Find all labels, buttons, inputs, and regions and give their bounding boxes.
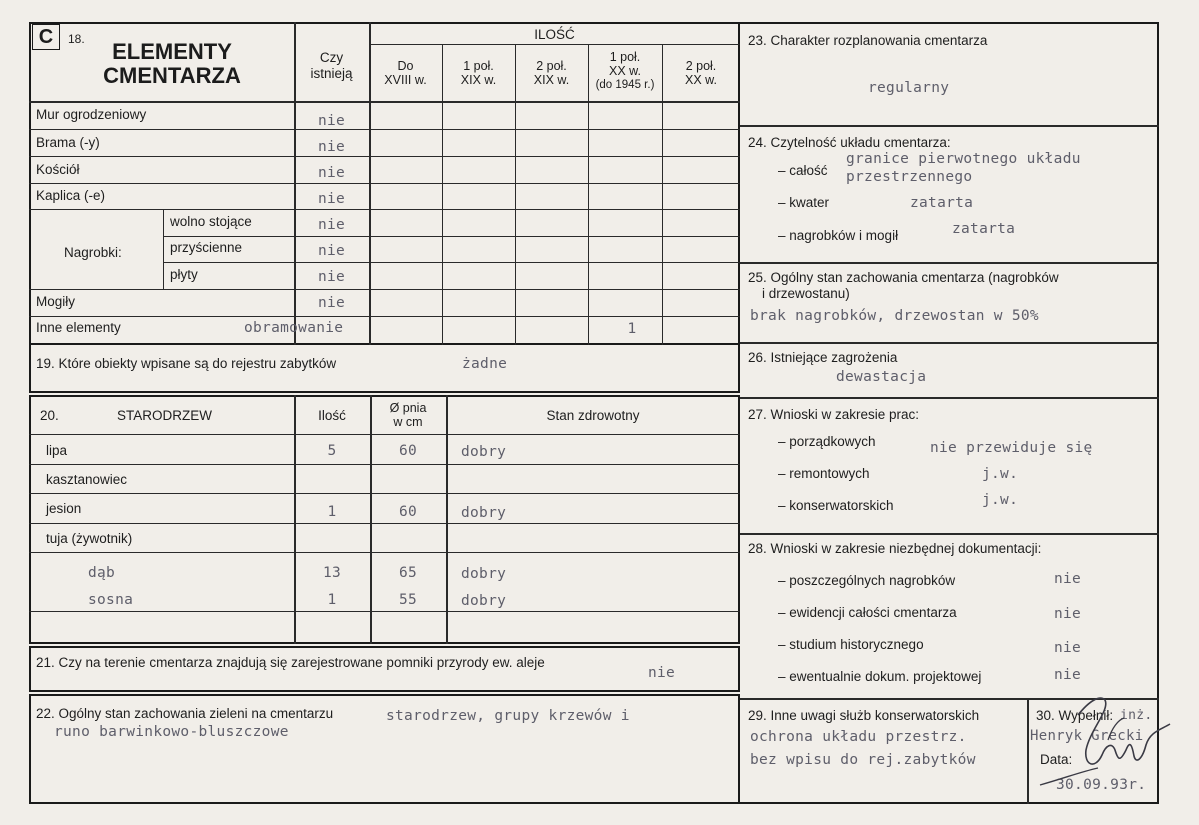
- section-29-label: 29. Inne uwagi służb konserwatorskich: [748, 708, 980, 723]
- section-27-label: 27. Wnioski w zakresie prac:: [748, 407, 920, 422]
- row-label-graves: Mogiły: [36, 294, 76, 309]
- value-freestanding: nie: [317, 217, 346, 233]
- value-other-qty: 1: [627, 321, 637, 337]
- qty-col-header-5: [662, 59, 740, 87]
- tree-health: dobry: [461, 444, 507, 460]
- section-19-value: żadne: [462, 356, 508, 372]
- row-label-freestanding: wolno stojące: [170, 214, 252, 229]
- section-28-label: 28. Wnioski w zakresie niezbędnej dokumentacji:: [748, 541, 1042, 556]
- tree-count: 1: [327, 504, 337, 520]
- col-exists-header: [294, 50, 369, 82]
- value-slabs: nie: [317, 269, 346, 285]
- col-exists-line-2: istnieją: [310, 66, 353, 81]
- value-church: nie: [317, 165, 346, 181]
- section-28-item-value: nie: [1054, 571, 1082, 587]
- section-24-item-value-2: przestrzennego: [846, 169, 973, 185]
- section-29-value-2: bez wpisu do rej.zabytków: [750, 752, 976, 768]
- qty-col-4-l1: 1 poł.: [609, 50, 641, 64]
- qty-col-2-l2: XIX w.: [460, 73, 497, 87]
- qty-col-header-1: [369, 59, 442, 87]
- col-exists-line-1: Czy: [319, 50, 344, 65]
- tree-name: sosna: [88, 592, 134, 608]
- tree-diameter: 65: [398, 565, 418, 581]
- row-label-slabs: płyty: [170, 267, 198, 282]
- tree-name: dąb: [88, 565, 116, 581]
- section-30-date-label: Data:: [1040, 752, 1073, 767]
- value-wall-mounted: nie: [317, 243, 346, 259]
- tree-name: jesion: [46, 501, 82, 516]
- section-18-title-line-2: CMENTARZA: [103, 63, 241, 88]
- row-label-other: Inne elementy: [36, 320, 121, 335]
- tree-count: 13: [322, 565, 342, 581]
- value-graves: nie: [317, 295, 346, 311]
- tree-diameter: 60: [398, 504, 418, 520]
- row-label-wall-mounted: przyścienne: [170, 240, 243, 255]
- trees-diameter-header-2: w cm: [393, 415, 423, 429]
- tree-diameter: 60: [398, 443, 418, 459]
- col-qty-header: ILOŚĆ: [534, 27, 575, 42]
- section-26-value: dewastacja: [836, 369, 927, 385]
- section-28-item-label: – studium historycznego: [778, 637, 924, 652]
- value-gate: nie: [317, 139, 346, 155]
- value-other: obramowanie: [244, 320, 344, 336]
- section-21-label: 21. Czy na terenie cmentarza znajdują się zarejestrowane pomniki przyrody ew. aleje: [36, 655, 545, 670]
- trees-health-header: Stan zdrowotny: [546, 408, 640, 423]
- section-24-item-value: zatarta: [952, 221, 1016, 237]
- section-18-number: 18.: [68, 32, 85, 46]
- section-28-item-value: nie: [1054, 640, 1082, 656]
- row-label-gate: Brama (-y): [36, 135, 100, 150]
- trees-count-header: Ilość: [318, 408, 346, 423]
- section-28-item-label: – poszczególnych nagrobków: [778, 573, 956, 588]
- row-label-wall: Mur ogrodzeniowy: [36, 107, 147, 122]
- qty-col-1-l1: Do: [397, 59, 414, 73]
- qty-col-4-l2: XX w.: [609, 64, 641, 78]
- section-29-value-1: ochrona układu przestrz.: [750, 729, 967, 745]
- section-28-item-label: – ewidencji całości cmentarza: [778, 605, 957, 620]
- section-23-label: 23. Charakter rozplanowania cmentarza: [748, 33, 988, 48]
- section-27-item-value: j.w.: [982, 492, 1019, 508]
- section-27-item-label: – remontowych: [778, 466, 870, 481]
- section-25-label: [748, 270, 1059, 302]
- section-30-name: Henryk Grecki: [1030, 728, 1144, 744]
- signature: [1020, 690, 1180, 790]
- section-24-item-label: – całość: [778, 163, 828, 178]
- section-25-label-2: i drzewostanu): [762, 286, 850, 301]
- form-code: C: [38, 26, 54, 48]
- section-24-item-value: granice pierwotnego układu: [846, 151, 1081, 167]
- section-23-value: regularny: [868, 80, 950, 96]
- qty-col-header-2: [442, 59, 515, 87]
- section-18-title: [72, 40, 272, 88]
- section-30-name-title: inż.: [1120, 708, 1153, 723]
- section-26-label: 26. Istniejące zagrożenia: [748, 350, 898, 365]
- section-28-item-value: nie: [1054, 667, 1082, 683]
- tree-health: dobry: [461, 566, 507, 582]
- value-chapel: nie: [317, 191, 346, 207]
- tree-diameter: 55: [398, 592, 418, 608]
- section-24-label: 24. Czytelność układu cmentarza:: [748, 135, 951, 150]
- section-20-title: STARODRZEW: [117, 408, 212, 423]
- section-30-date: 30.09.93r.: [1056, 777, 1147, 793]
- section-25-value: brak nagrobków, drzewostan w 50%: [750, 308, 1039, 324]
- tree-count: 1: [327, 592, 337, 608]
- section-22-value-1: starodrzew, grupy krzewów i: [386, 708, 630, 724]
- tree-name: tuja (żywotnik): [46, 531, 133, 546]
- qty-col-5-l1: 2 poł.: [685, 59, 717, 73]
- section-27-item-label: – porządkowych: [778, 434, 876, 449]
- section-20-number: 20.: [40, 408, 59, 423]
- trees-diameter-header: [370, 401, 446, 429]
- section-28-item-label: – ewentualnie dokum. projektowej: [778, 669, 982, 684]
- tree-count: 5: [327, 443, 337, 459]
- section-22-label: 22. Ogólny stan zachowania zieleni na cmentarzu: [36, 706, 334, 721]
- qty-col-3-l1: 2 poł.: [536, 59, 567, 73]
- section-21-value: nie: [648, 665, 676, 681]
- qty-col-header-3: [515, 59, 588, 87]
- tree-health: dobry: [461, 505, 507, 521]
- value-wall: nie: [317, 113, 346, 129]
- row-label-tombstones: Nagrobki:: [64, 245, 122, 260]
- section-24-item-label: – nagrobków i mogił: [778, 228, 899, 243]
- row-label-church: Kościół: [36, 162, 80, 177]
- section-18-title-line-1: ELEMENTY: [112, 39, 232, 64]
- section-28-item-value: nie: [1054, 606, 1082, 622]
- section-19-label: 19. Które obiekty wpisane są do rejestru zabytków: [36, 356, 337, 371]
- section-27-item-value: j.w.: [982, 466, 1019, 482]
- section-24-item-value: zatarta: [910, 195, 974, 211]
- qty-col-1-l2: XVIII w.: [384, 73, 427, 87]
- section-24-item-label: – kwater: [778, 195, 830, 210]
- row-label-chapel: Kaplica (-e): [36, 188, 106, 203]
- section-27-item-value: nie przewiduje się: [930, 440, 1093, 456]
- qty-col-4-l3: (do 1945 r.): [595, 79, 655, 91]
- tree-name: kasztanowiec: [46, 472, 128, 487]
- trees-diameter-header-1: Ø pnia: [389, 401, 427, 415]
- section-27-item-label: – konserwatorskich: [778, 498, 894, 513]
- section-30-label: 30. Wypełnił:: [1036, 708, 1114, 723]
- tree-health: dobry: [461, 593, 507, 609]
- section-22-value-2: runo barwinkowo-bluszczowe: [54, 724, 289, 740]
- qty-col-3-l2: XIX w.: [533, 73, 570, 87]
- qty-col-2-l1: 1 poł.: [463, 59, 494, 73]
- section-25-label-1: 25. Ogólny stan zachowania cmentarza (nagrobków: [748, 270, 1059, 285]
- qty-col-header-4: [588, 50, 662, 92]
- qty-col-5-l2: XX w.: [685, 73, 717, 87]
- tree-name: lipa: [46, 443, 68, 458]
